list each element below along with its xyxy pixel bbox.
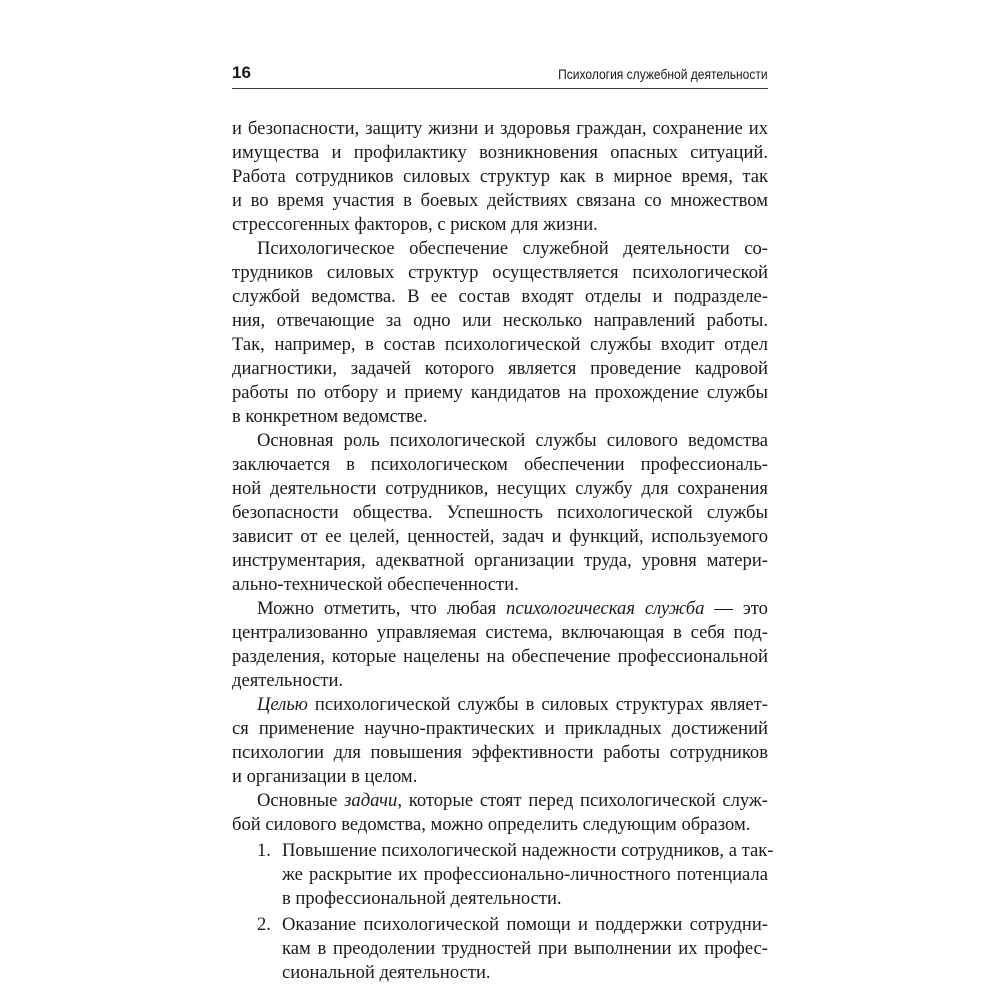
text-line: зависит от ее целей, ценностей, задач и функций, используемого [232, 526, 768, 547]
text-line [232, 789, 768, 813]
text-line: имущества и профилактику возникновения опасных ситуаций. [232, 142, 768, 163]
text-line: заключается в психологическом обеспечении профессиональ- [232, 454, 768, 475]
text-line: Психологическое обеспечение служебной деятельности со- [257, 238, 768, 259]
emphasized-term: задачи [344, 790, 398, 811]
text-line: стрессогенных факторов, с риском для жизни. [232, 214, 598, 235]
text-run: Можно отметить, что любая [257, 598, 507, 619]
text-line: ся применение научно-практических и прикладных достижений [232, 718, 768, 739]
text-line: психологии для повышения эффективности работы сотрудников [232, 742, 768, 763]
text-line: разделения, которые нацелены на обеспечение профессиональной [232, 646, 768, 667]
paragraph [232, 597, 768, 693]
paragraph [232, 693, 768, 789]
body-text [232, 117, 774, 985]
text-line: Основная роль психологической службы силового ведомства [257, 430, 768, 451]
text-line: Повышение психологической надежности сотрудников, а так- [282, 840, 774, 861]
text-line: и организации в целом. [232, 766, 418, 787]
emphasized-term: психологическая служба [506, 598, 705, 619]
text-line: трудников силовых структур осуществляется психологической [232, 262, 768, 283]
text-run: Основные [257, 790, 345, 811]
emphasized-term: Целью [257, 694, 308, 715]
paragraph [232, 237, 768, 429]
text-line: деятельности. [232, 670, 344, 691]
list-item [232, 913, 768, 985]
text-run: , которые стоят перед психологической служ- [397, 790, 768, 811]
text-line: в конкретном ведомстве. [232, 406, 428, 427]
page-number: 16 [232, 63, 251, 82]
text-line: в профессиональной деятельности. [282, 888, 562, 909]
text-line: сиональной деятельности. [282, 962, 491, 983]
text-line: кам в преодолении трудностей при выполнении их профес- [282, 938, 768, 959]
text-line: ной деятельности сотрудников, несущих службу для сохранения [232, 478, 768, 499]
text-line: централизованно управляемая система, включающая в себя под- [232, 622, 768, 643]
text-line: Оказание психологической помощи и поддержки сотрудни- [282, 914, 768, 935]
text-line: бой силового ведомства, можно определить следующим образом. [232, 814, 751, 835]
list-marker: 1. [257, 840, 271, 861]
text-line [232, 597, 768, 621]
text-line: же раскрытие их профессионально-личностного потенциала [282, 864, 768, 885]
page-header [232, 62, 768, 89]
list-item [232, 839, 774, 911]
paragraph [232, 117, 768, 237]
running-title: Психология служебной деятельности [558, 66, 768, 82]
text-line [232, 693, 768, 717]
text-line: инструментария, адекватной организации труда, уровня матери- [232, 550, 768, 571]
list-marker: 2. [257, 914, 271, 935]
text-line: Так, например, в состав психологической службы входит отдел [232, 334, 768, 355]
text-line: безопасности общества. Успешность психологической службы [232, 502, 768, 523]
text-line: диагностики, задачей которого является проведение кадровой [232, 358, 768, 379]
text-line: Работа сотрудников силовых структур как в мирное время, так [232, 166, 768, 187]
text-line: службой ведомства. В ее состав входят отделы и подразделе- [232, 286, 768, 307]
text-line: и безопасности, защиту жизни и здоровья граждан, сохранение их [232, 118, 768, 139]
numbered-list [232, 839, 774, 985]
text-run: — это [704, 598, 768, 619]
text-line: работы по отбору и приему кандидатов на прохождение службы [232, 382, 768, 403]
text-line: ально-технической обеспеченности. [232, 574, 519, 595]
text-line: ния, отвечающие за одно или несколько направлений работы. [232, 310, 768, 331]
text-line: и во время участия в боевых действиях связана со множеством [232, 190, 768, 211]
paragraph [232, 429, 768, 597]
paragraph [232, 789, 768, 837]
text-run: психологической службы в силовых структурах являет- [307, 694, 768, 715]
